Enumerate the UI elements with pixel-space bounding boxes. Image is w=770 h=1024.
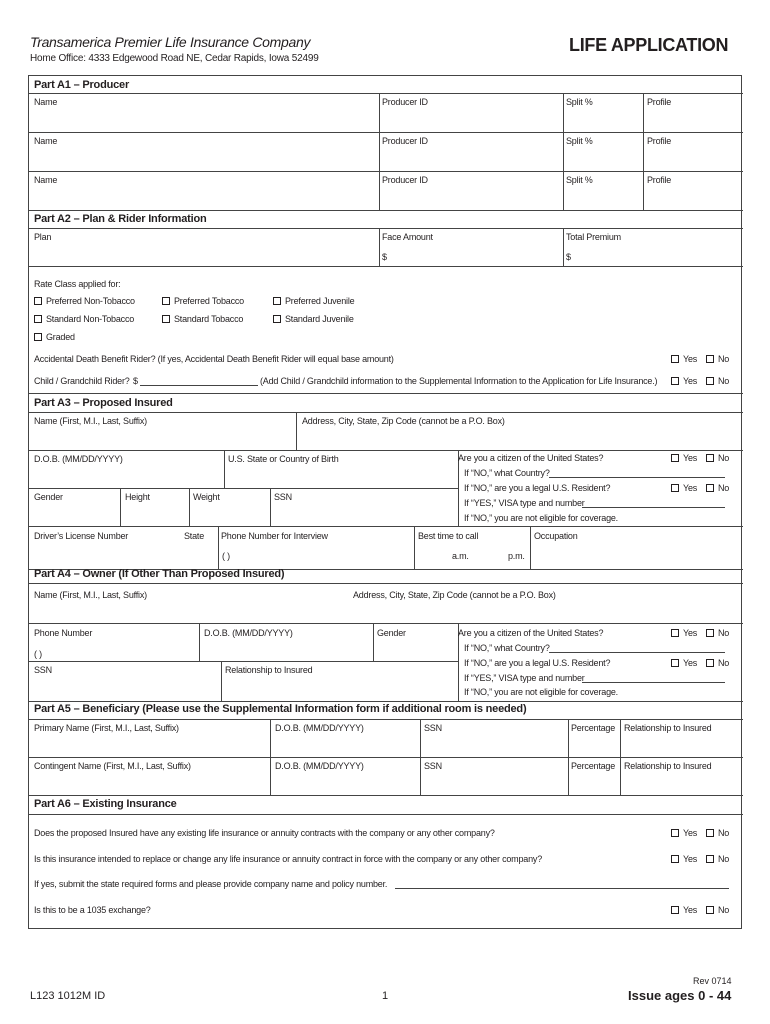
owner-phone-field[interactable]: Phone Number: [34, 628, 93, 638]
owner-ssn-field[interactable]: SSN: [34, 665, 52, 675]
owner-resident-no[interactable]: No: [706, 658, 729, 668]
rate-standard-non-tobacco[interactable]: Standard Non-Tobacco: [34, 314, 134, 324]
child-rider-dollar: $: [133, 376, 138, 386]
owner-country-label: If “NO,” what Country?: [464, 643, 550, 653]
checkbox-icon: [34, 315, 42, 323]
contingent-beneficiary-name-field[interactable]: Contingent Name (First, M.I., Last, Suffix): [34, 761, 191, 771]
checkbox-icon: [706, 855, 714, 863]
replacement-question: Is this insurance intended to replace or change any life insurance or annuity contract in force with the company or any other company?: [34, 854, 543, 864]
contingent-beneficiary-dob-field[interactable]: D.O.B. (MM/DD/YYYY): [275, 761, 364, 771]
checkbox-icon: [706, 454, 714, 462]
child-rider-amount-field[interactable]: [140, 385, 258, 386]
insured-height-field[interactable]: Height: [125, 492, 150, 502]
checkbox-icon: [706, 484, 714, 492]
form-number: L123 1012M ID: [30, 990, 106, 1002]
contingent-beneficiary-ssn-field[interactable]: SSN: [424, 761, 442, 771]
insured-country-label: If “NO,” what Country?: [464, 468, 550, 478]
insured-phone-field[interactable]: Phone Number for Interview: [221, 531, 328, 541]
insured-am: a.m.: [452, 551, 469, 561]
insured-citizen-question: Are you a citizen of the United States?: [458, 453, 604, 463]
checkbox-icon: [706, 355, 714, 363]
checkbox-icon: [671, 659, 679, 667]
insured-gender-field[interactable]: Gender: [34, 492, 63, 502]
contingent-beneficiary-relationship-field[interactable]: Relationship to Insured: [624, 761, 712, 771]
checkbox-icon: [671, 484, 679, 492]
owner-visa-field[interactable]: [582, 682, 725, 683]
issue-ages-label: Issue ages 0 - 44: [628, 988, 732, 1003]
checkbox-icon: [671, 629, 679, 637]
insured-resident-question: If “NO,” are you a legal U.S. Resident?: [464, 483, 611, 493]
rate-standard-tobacco[interactable]: Standard Tobacco: [162, 314, 243, 324]
primary-beneficiary-relationship-field[interactable]: Relationship to Insured: [624, 723, 712, 733]
exchange-1035-no[interactable]: No: [706, 905, 729, 915]
owner-citizen-question: Are you a citizen of the United States?: [458, 628, 604, 638]
primary-beneficiary-dob-field[interactable]: D.O.B. (MM/DD/YYYY): [275, 723, 364, 733]
replacement-no[interactable]: No: [706, 854, 729, 864]
insured-license-field[interactable]: Driver’s License Number: [34, 531, 129, 541]
insured-visa-label: If “YES,” VISA type and number: [464, 498, 585, 508]
checkbox-icon: [671, 829, 679, 837]
owner-visa-label: If “YES,” VISA type and number: [464, 673, 585, 683]
adb-no[interactable]: No: [706, 354, 729, 364]
company-name: Transamerica Premier Life Insurance Company: [30, 34, 311, 50]
rate-preferred-tobacco[interactable]: Preferred Tobacco: [162, 296, 244, 306]
part-a6-title: Part A6 – Existing Insurance: [34, 798, 177, 810]
insured-citizen-no[interactable]: No: [706, 453, 729, 463]
checkbox-icon: [34, 297, 42, 305]
checkbox-icon: [34, 333, 42, 341]
checkbox-icon: [671, 377, 679, 385]
checkbox-icon: [273, 297, 281, 305]
part-a2-title: Part A2 – Plan & Rider Information: [34, 213, 207, 225]
part-a4-title: Part A4 – Owner (If Other Than Proposed Insured): [34, 568, 285, 580]
checkbox-icon: [671, 855, 679, 863]
owner-name-field[interactable]: Name (First, M.I., Last, Suffix): [34, 590, 147, 600]
part-a5-title: Part A5 – Beneficiary (Please use the Supplemental Information form if additional room is needed): [34, 703, 527, 715]
replacement-yes[interactable]: Yes: [671, 854, 697, 864]
owner-not-eligible: If “NO,” you are not eligible for coverage.: [464, 687, 618, 697]
owner-citizen-yes[interactable]: Yes: [671, 628, 697, 638]
child-rider-no[interactable]: No: [706, 376, 729, 386]
producer-3-profile-field[interactable]: Profile: [647, 175, 672, 185]
contingent-beneficiary-percentage-field[interactable]: Percentage: [571, 761, 616, 771]
insured-resident-no[interactable]: No: [706, 483, 729, 493]
checkbox-icon: [162, 297, 170, 305]
application-form: [28, 75, 742, 929]
revision-label: Rev 0714: [693, 976, 732, 986]
part-a1-title: Part A1 – Producer: [34, 79, 130, 91]
exchange-1035-yes[interactable]: Yes: [671, 905, 697, 915]
insured-country-field[interactable]: [549, 477, 725, 478]
insured-dob-field[interactable]: D.O.B. (MM/DD/YYYY): [34, 454, 123, 464]
child-rider-question: Child / Grandchild Rider?: [34, 376, 130, 386]
adb-rider-question: Accidental Death Benefit Rider? (If yes, Accidental Death Benefit Rider will equal base amount): [34, 354, 394, 364]
checkbox-icon: [273, 315, 281, 323]
insured-birth-field[interactable]: U.S. State or Country of Birth: [228, 454, 339, 464]
insured-resident-yes[interactable]: Yes: [671, 483, 697, 493]
producer-2-id-field[interactable]: Producer ID: [382, 136, 428, 146]
insured-occupation-field[interactable]: Occupation: [534, 531, 578, 541]
owner-address-field[interactable]: Address, City, State, Zip Code (cannot be a P.O. Box): [353, 590, 556, 600]
producer-3-split-field[interactable]: Split %: [566, 175, 593, 185]
insured-citizen-yes[interactable]: Yes: [671, 453, 697, 463]
checkbox-icon: [671, 454, 679, 462]
checkbox-icon: [706, 659, 714, 667]
insured-weight-field[interactable]: Weight: [193, 492, 220, 502]
existing-insurance-yes[interactable]: Yes: [671, 828, 697, 838]
producer-2-split-field[interactable]: Split %: [566, 136, 593, 146]
insured-visa-field[interactable]: [582, 507, 725, 508]
owner-phone-paren: ( ): [34, 649, 42, 659]
owner-citizen-no[interactable]: No: [706, 628, 729, 638]
rate-standard-juvenile[interactable]: Standard Juvenile: [273, 314, 354, 324]
document-title: LIFE APPLICATION: [569, 35, 729, 55]
insured-address-field[interactable]: Address, City, State, Zip Code (cannot be a P.O. Box): [302, 416, 505, 426]
home-office-address: Home Office: 4333 Edgewood Road NE, Cedar Rapids, Iowa 52499: [30, 53, 319, 64]
existing-insurance-question: Does the proposed Insured have any existing life insurance or annuity contracts with the company or any other company?: [34, 828, 495, 838]
part-a3-title: Part A3 – Proposed Insured: [34, 397, 173, 409]
checkbox-icon: [706, 629, 714, 637]
rate-preferred-juvenile[interactable]: Preferred Juvenile: [273, 296, 354, 306]
exchange-1035-question: Is this to be a 1035 exchange?: [34, 905, 151, 915]
producer-1-id-field[interactable]: Producer ID: [382, 97, 428, 107]
producer-2-name-field[interactable]: Name: [34, 136, 58, 146]
rate-preferred-non-tobacco[interactable]: Preferred Non-Tobacco: [34, 296, 135, 306]
insured-ssn-field[interactable]: SSN: [274, 492, 292, 502]
checkbox-icon: [706, 829, 714, 837]
rate-graded[interactable]: Graded: [34, 332, 75, 342]
rate-class-label: Rate Class applied for:: [34, 279, 121, 289]
checkbox-icon: [162, 315, 170, 323]
primary-beneficiary-percentage-field[interactable]: Percentage: [571, 723, 616, 733]
child-rider-note: (Add Child / Grandchild information to the Supplemental Information to the Application for Life Insurance.): [260, 376, 658, 386]
checkbox-icon: [706, 906, 714, 914]
insured-name-field[interactable]: Name (First, M.I., Last, Suffix): [34, 416, 147, 426]
insured-not-eligible: If “NO,” you are not eligible for coverage.: [464, 513, 618, 523]
producer-3-id-field[interactable]: Producer ID: [382, 175, 428, 185]
producer-3-name-field[interactable]: Name: [34, 175, 58, 185]
producer-1-name-field[interactable]: Name: [34, 97, 58, 107]
total-premium-field[interactable]: Total Premium: [566, 232, 621, 242]
primary-beneficiary-ssn-field[interactable]: SSN: [424, 723, 442, 733]
insured-best-time-field[interactable]: Best time to call: [418, 531, 479, 541]
total-premium-dollar: $: [566, 252, 571, 262]
insured-pm: p.m.: [508, 551, 525, 561]
face-amount-field[interactable]: Face Amount: [382, 232, 433, 242]
owner-gender-field[interactable]: Gender: [377, 628, 406, 638]
owner-relationship-field[interactable]: Relationship to Insured: [225, 665, 313, 675]
checkbox-icon: [671, 355, 679, 363]
company-policy-label: If yes, submit the state required forms and please provide company name and policy number.: [34, 879, 388, 889]
producer-1-split-field[interactable]: Split %: [566, 97, 593, 107]
child-rider-yes[interactable]: Yes: [671, 376, 697, 386]
producer-1-profile-field[interactable]: Profile: [647, 97, 672, 107]
existing-insurance-no[interactable]: No: [706, 828, 729, 838]
owner-resident-yes[interactable]: Yes: [671, 658, 697, 668]
producer-2-profile-field[interactable]: Profile: [647, 136, 672, 146]
company-policy-field[interactable]: [395, 888, 729, 889]
face-amount-dollar: $: [382, 252, 387, 262]
owner-resident-question: If “NO,” are you a legal U.S. Resident?: [464, 658, 611, 668]
checkbox-icon: [671, 906, 679, 914]
checkbox-icon: [706, 377, 714, 385]
owner-country-field[interactable]: [549, 652, 725, 653]
insured-phone-paren: ( ): [222, 551, 230, 561]
primary-beneficiary-name-field[interactable]: Primary Name (First, M.I., Last, Suffix): [34, 723, 179, 733]
page-number: 1: [382, 990, 389, 1002]
insured-license-state[interactable]: State: [184, 531, 205, 541]
adb-yes[interactable]: Yes: [671, 354, 697, 364]
plan-field[interactable]: Plan: [34, 232, 52, 242]
owner-dob-field[interactable]: D.O.B. (MM/DD/YYYY): [204, 628, 293, 638]
